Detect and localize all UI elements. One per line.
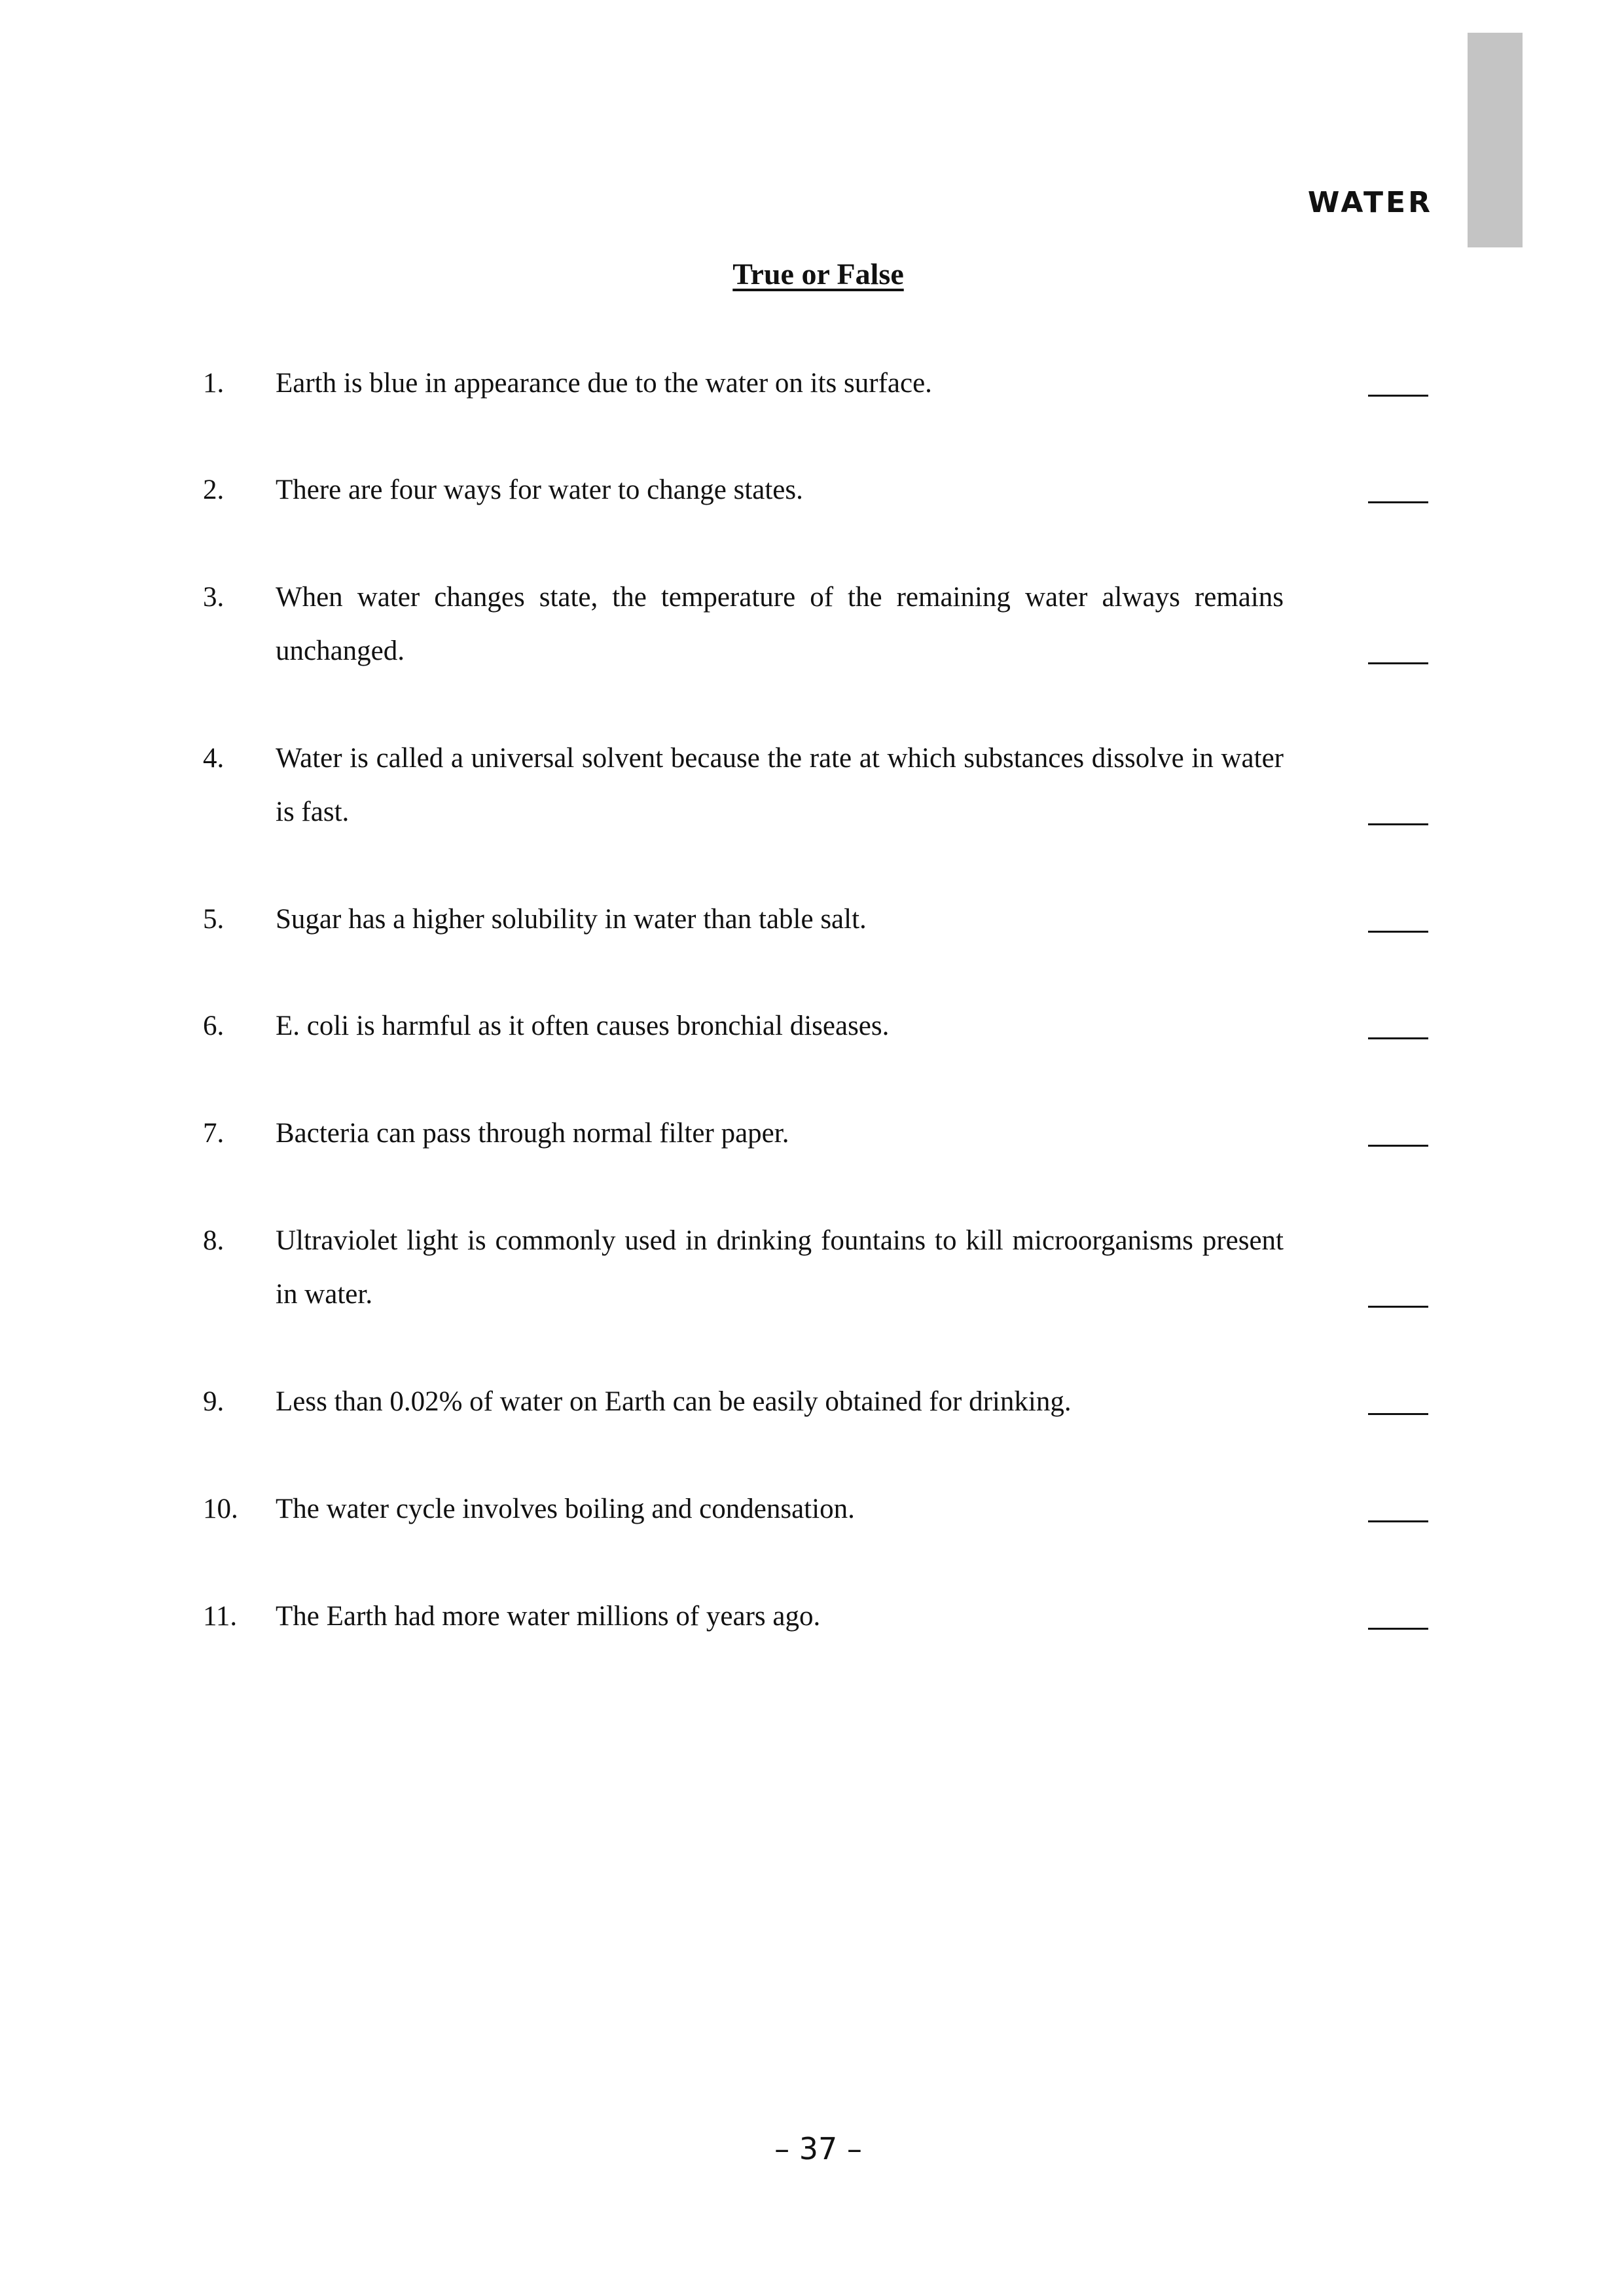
answer-blank[interactable] (1368, 823, 1428, 825)
question-text: Water is called a universal solvent because the rate at which substances dissolve in water is fast. (276, 743, 1284, 827)
question-text: When water changes state, the temperature of the remaining water always remains unchanged. (276, 582, 1284, 666)
question-number: 5. (203, 904, 225, 935)
answer-blank[interactable] (1368, 501, 1428, 503)
question-text: Sugar has a higher solubility in water than table salt. (276, 904, 867, 935)
question-number: 10. (203, 1494, 238, 1524)
question-number: 7. (203, 1118, 225, 1149)
question-number: 2. (203, 475, 225, 505)
question-text: Less than 0.02% of water on Earth can be easily obtained for drinking. (276, 1386, 1072, 1417)
question-number: 4. (203, 743, 225, 774)
question-number: 11. (203, 1601, 238, 1632)
answer-blank[interactable] (1368, 1145, 1428, 1147)
question-number: 9. (203, 1386, 225, 1417)
question-text: Ultraviolet light is commonly used in drinking fountains to kill microorganisms present in water. (276, 1225, 1284, 1310)
question-number: 3. (203, 582, 225, 613)
question-text: There are four ways for water to change states. (276, 475, 803, 505)
question-number: 6. (203, 1011, 225, 1041)
question-text: Bacteria can pass through normal filter paper. (276, 1118, 789, 1149)
question-text: Earth is blue in appearance due to the water on its surface. (276, 368, 932, 399)
page-number: – 37 – (774, 2131, 862, 2166)
answer-blank[interactable] (1368, 1520, 1428, 1522)
question-text: The water cycle involves boiling and condensation. (276, 1494, 855, 1524)
answer-blank[interactable] (1368, 931, 1428, 933)
question-number: 1. (203, 368, 225, 399)
question-text: The Earth had more water millions of years ago. (276, 1601, 821, 1632)
answer-blank[interactable] (1368, 395, 1428, 397)
answer-blank[interactable] (1368, 1306, 1428, 1308)
chapter-title: WATER (1307, 186, 1433, 219)
answer-blank[interactable] (1368, 1413, 1428, 1415)
question-number: 8. (203, 1225, 225, 1256)
section-title: True or False (732, 257, 904, 291)
answer-blank[interactable] (1368, 1037, 1428, 1039)
answer-blank[interactable] (1368, 662, 1428, 664)
question-text: E. coli is harmful as it often causes bronchial diseases. (276, 1011, 890, 1041)
answer-blank[interactable] (1368, 1628, 1428, 1630)
